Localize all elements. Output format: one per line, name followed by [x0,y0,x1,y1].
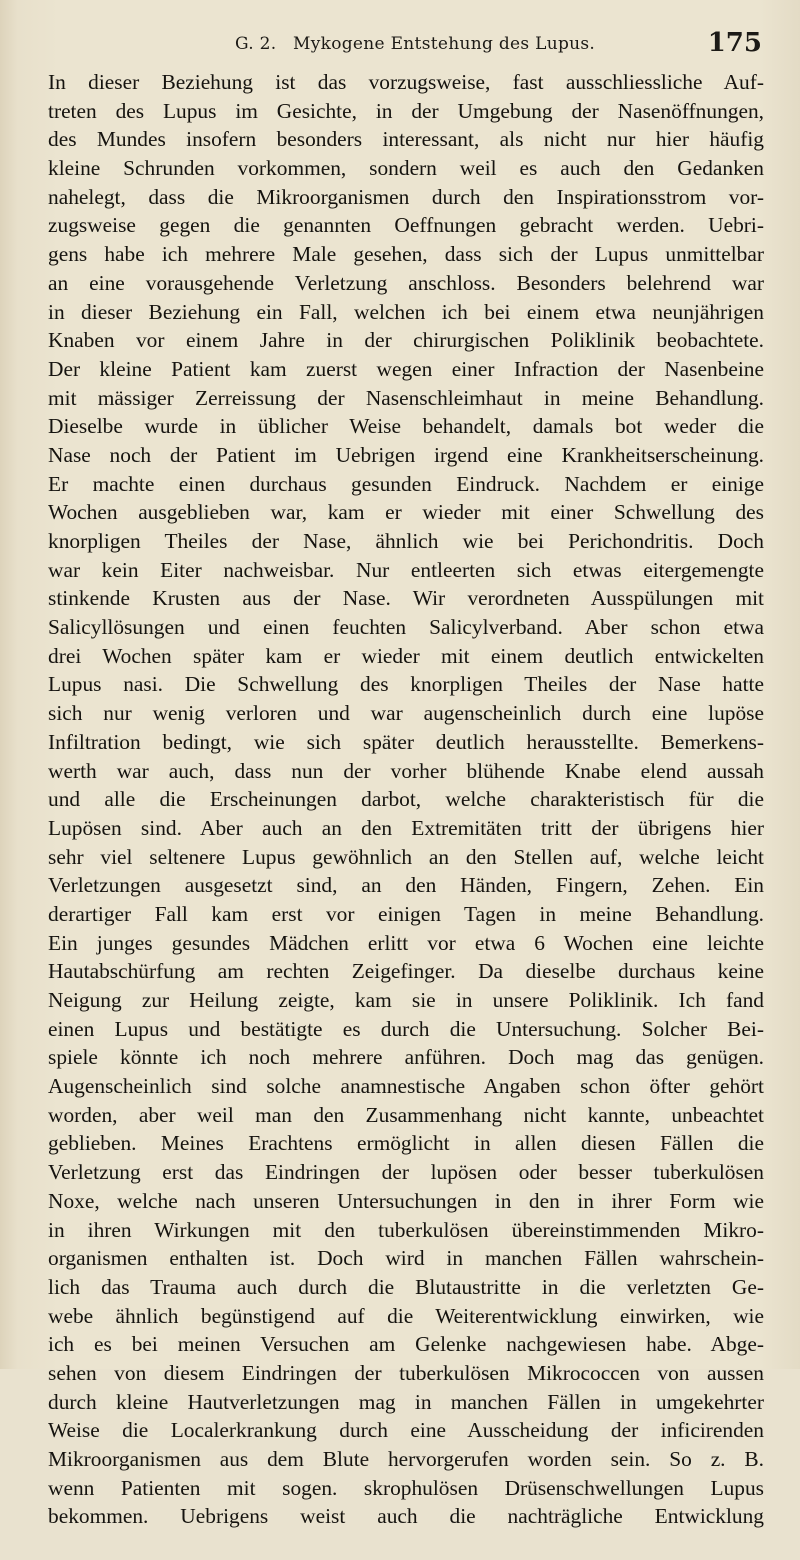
text-line: stinkende Krusten aus der Nase. Wir verordneten Ausspülungen mit [48,586,764,611]
text-line: organismen enthalten ist. Doch wird in manchen Fällen wahrschein- [48,1246,764,1271]
section-label: G. 2. [235,34,277,54]
text-line: kleine Schrunden vorkommen, sondern weil es auch den Gedanken [48,156,764,181]
text-line: Knaben vor einem Jahre in der chirurgischen Poliklinik beobachtete. [48,328,764,353]
text-line: gens habe ich mehrere Male gesehen, dass sich der Lupus unmittelbar [48,242,764,267]
text-line: Lupösen sind. Aber auch an den Extremitäten tritt der übrigens hier [48,815,764,840]
text-line: Verletzungen ausgesetzt sind, an den Händen, Fingern, Zehen. Ein [48,873,764,898]
text-line: Verletzung erst das Eindringen der lupösen oder besser tuberkulösen [48,1160,764,1185]
text-line: Dieselbe wurde in üblicher Weise behandelt, damals bot weder die [48,414,764,439]
text-line: Wochen ausgeblieben war, kam er wieder mit einer Schwellung des [48,500,764,525]
text-line: einen Lupus und bestätigte es durch die Untersuchung. Solcher Bei- [48,1016,764,1041]
text-line: des Mundes insofern besonders interessant, als nicht nur hier häufig [48,127,764,152]
page-number: 175 [707,28,762,58]
chapter-title: Mykogene Entstehung des Lupus. [293,34,596,54]
text-line: zugsweise gegen die genannten Oeffnungen gebracht werden. Uebri- [48,213,764,238]
text-line: ich es bei meinen Versuchen am Gelenke nachgewiesen habe. Abge- [48,1332,764,1357]
text-line: geblieben. Meines Erachtens ermöglicht in allen diesen Fällen die [48,1131,764,1156]
text-line: in ihren Wirkungen mit den tuberkulösen übereinstimmenden Mikro- [48,1217,764,1242]
text-line: treten des Lupus im Gesichte, in der Umgebung der Nasenöffnungen, [48,98,764,123]
text-line: In dieser Beziehung ist das vorzugsweise, fast ausschliessliche Auf- [48,70,764,94]
text-line: webe ähnlich begünstigend auf die Weiterentwicklung einwirken, wie [48,1303,764,1328]
text-line: Noxe, welche nach unseren Untersuchungen in den in ihrer Form wie [48,1188,764,1213]
text-line: wenn Patienten mit sogen. skrophulösen Drüsenschwellungen Lupus [48,1475,764,1500]
text-line: an eine vorausgehende Verletzung anschloss. Besonders belehrend war [48,270,764,295]
text-line: sehen von diesem Eindringen der tuberkulösen Mikrococcen von aussen [48,1360,764,1385]
text-line: bekommen. Uebrigens weist auch die nachträgliche Entwicklung [48,1504,764,1529]
text-line: Nase noch der Patient im Uebrigen irgend eine Krankheitserscheinung. [48,442,764,467]
text-line: Lupus nasi. Die Schwellung des knorpligen Theiles der Nase hatte [48,672,764,697]
text-line: mit mässiger Zerreissung der Nasenschleimhaut in meine Behandlung. [48,385,764,410]
text-line: durch kleine Hautverletzungen mag in manchen Fällen in umgekehrter [48,1389,764,1414]
text-line: spiele könnte ich noch mehrere anführen. Doch mag das genügen. [48,1045,764,1070]
text-line: Mikroorganismen aus dem Blute hervorgerufen worden sein. So z. B. [48,1447,764,1471]
text-line: Weise die Localerkrankung durch eine Ausscheidung der inficirenden [48,1418,764,1443]
text-line: Er machte einen durchaus gesunden Eindruck. Nachdem er einige [48,471,764,496]
text-line: Der kleine Patient kam zuerst wegen einer Infraction der Nasenbeine [48,356,764,381]
text-line: nahelegt, dass die Mikroorganismen durch den Inspirationsstrom vor- [48,184,764,209]
text-line: derartiger Fall kam erst vor einigen Tagen in meine Behandlung. [48,901,764,926]
text-line: Hautabschürfung am rechten Zeigefinger. Da dieselbe durchaus keine [48,959,764,984]
text-line: Ein junges gesundes Mädchen erlitt vor etwa 6 Wochen eine leichte [48,930,764,955]
body-text [48,68,764,1560]
text-line: Infiltration bedingt, wie sich später deutlich herausstellte. Bemerkens- [48,729,764,754]
running-head [60,28,770,68]
text-line: sich nur wenig verloren und war augenscheinlich durch eine lupöse [48,701,764,726]
text-line: sehr viel seltenere Lupus gewöhnlich an den Stellen auf, welche leicht [48,844,764,869]
text-line [48,1531,764,1560]
text-line: in dieser Beziehung ein Fall, welchen ich bei einem etwa neunjährigen [48,299,764,324]
text-line: lich das Trauma auch durch die Blutaustritte in die verletzten Ge- [48,1274,764,1299]
text-line: worden, aber weil man den Zusammenhang nicht kannte, unbeachtet [48,1102,764,1127]
text-line: und alle die Erscheinungen darbot, welche charakteristisch für die [48,787,764,812]
text-line: war kein Eiter nachweisbar. Nur entleerten sich etwas eitergemengte [48,557,764,582]
text-line: Neigung zur Heilung zeigte, kam sie in unsere Poliklinik. Ich fand [48,988,764,1012]
text-line: knorpligen Theiles der Nase, ähnlich wie bei Perichondritis. Doch [48,529,764,553]
text-line: werth war auch, dass nun der vorher blühende Knabe elend aussah [48,758,764,783]
text-line: Salicyllösungen und einen feuchten Salicylverband. Aber schon etwa [48,615,764,640]
text-line: Augenscheinlich sind solche anamnestische Angaben schon öfter gehört [48,1074,764,1099]
text-line: drei Wochen später kam er wieder mit einem deutlich entwickelten [48,643,764,668]
